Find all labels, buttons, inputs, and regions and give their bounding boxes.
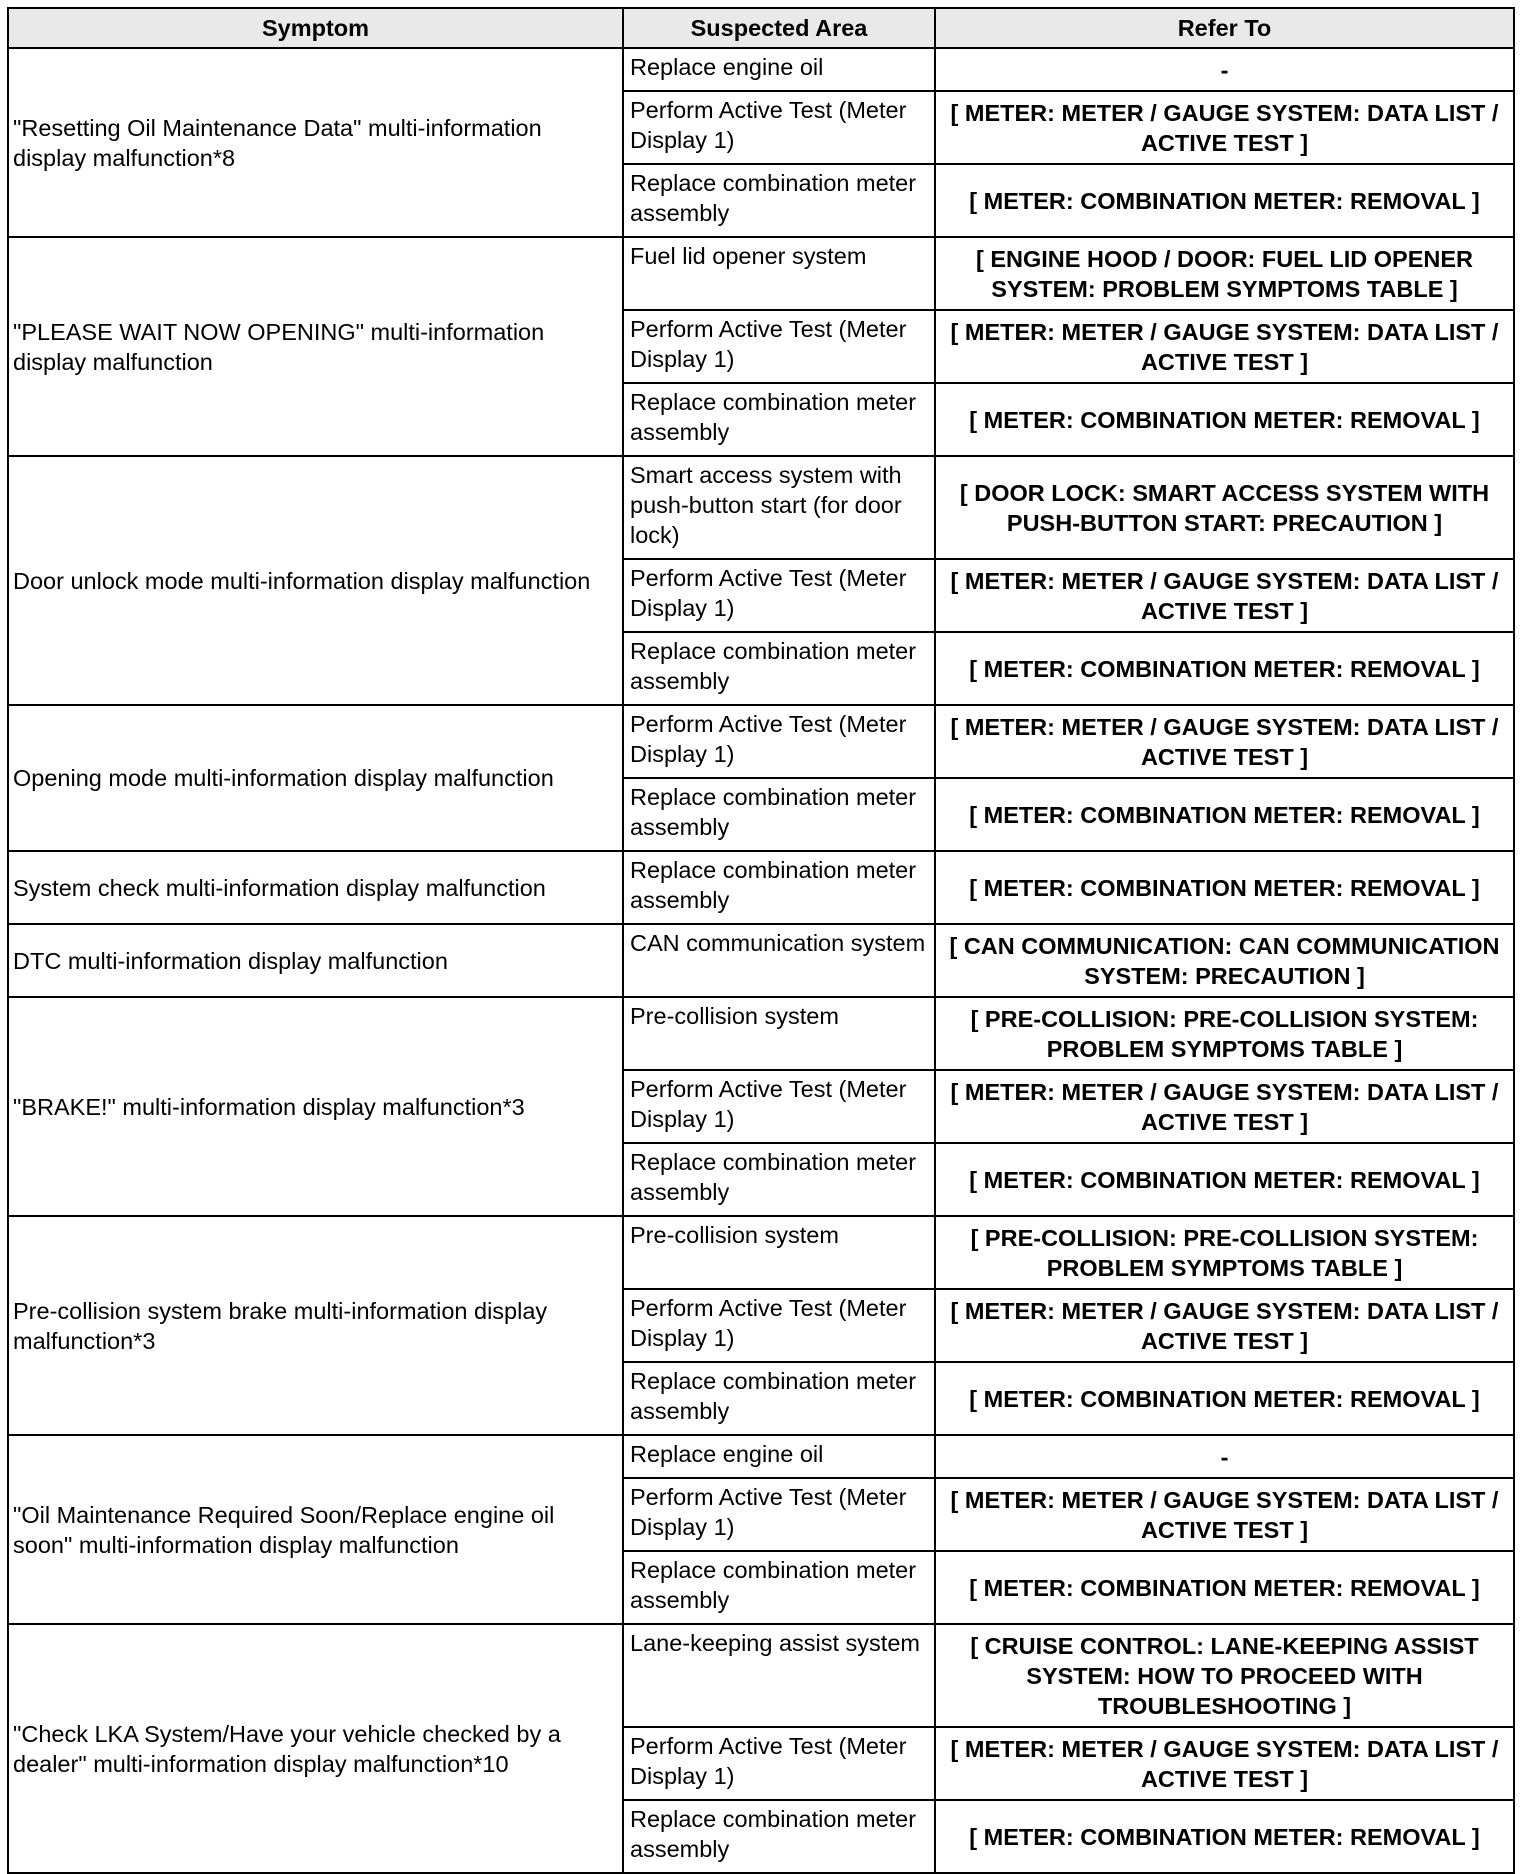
refer-to-cell: [ ENGINE HOOD / DOOR: FUEL LID OPENER SYSTEM: PROBLEM SYMPTOMS TABLE ] — [935, 237, 1514, 310]
suspected-area-cell: Perform Active Test (Meter Display 1) — [623, 1289, 935, 1362]
suspected-area-cell: Replace combination meter assembly — [623, 632, 935, 705]
refer-to-cell: [ METER: METER / GAUGE SYSTEM: DATA LIST / ACTIVE TEST ] — [935, 1478, 1514, 1551]
refer-to-cell: [ METER: COMBINATION METER: REMOVAL ] — [935, 851, 1514, 924]
refer-to-cell: [ METER: METER / GAUGE SYSTEM: DATA LIST / ACTIVE TEST ] — [935, 91, 1514, 164]
refer-to-cell: [ CRUISE CONTROL: LANE-KEEPING ASSIST SYSTEM: HOW TO PROCEED WITH TROUBLESHOOTING ] — [935, 1624, 1514, 1727]
refer-to-cell: [ METER: COMBINATION METER: REMOVAL ] — [935, 383, 1514, 456]
suspected-area-cell: Perform Active Test (Meter Display 1) — [623, 1727, 935, 1800]
refer-to-cell: [ DOOR LOCK: SMART ACCESS SYSTEM WITH PUSH-BUTTON START: PRECAUTION ] — [935, 456, 1514, 559]
refer-to-cell: [ CAN COMMUNICATION: CAN COMMUNICATION SYSTEM: PRECAUTION ] — [935, 924, 1514, 997]
refer-to-cell: [ METER: COMBINATION METER: REMOVAL ] — [935, 1800, 1514, 1873]
header-row — [8, 8, 1514, 48]
symptom-cell: Door unlock mode multi-information display malfunction — [8, 456, 623, 705]
suspected-area-cell: Fuel lid opener system — [623, 237, 935, 310]
suspected-area-cell: Smart access system with push-button start (for door lock) — [623, 456, 935, 559]
suspected-area-cell: Replace combination meter assembly — [623, 383, 935, 456]
table-row — [8, 1216, 1514, 1289]
suspected-area-cell: CAN communication system — [623, 924, 935, 997]
symptom-cell: "Oil Maintenance Required Soon/Replace engine oil soon" multi-information display malfunction — [8, 1435, 623, 1624]
header-suspected-area: Suspected Area — [623, 8, 935, 48]
table-row — [8, 705, 1514, 778]
refer-to-cell: [ METER: COMBINATION METER: REMOVAL ] — [935, 1551, 1514, 1624]
refer-to-cell: [ METER: METER / GAUGE SYSTEM: DATA LIST / ACTIVE TEST ] — [935, 1727, 1514, 1800]
suspected-area-cell: Replace combination meter assembly — [623, 1143, 935, 1216]
symptom-cell: "BRAKE!" multi-information display malfunction*3 — [8, 997, 623, 1216]
suspected-area-cell: Pre-collision system — [623, 997, 935, 1070]
symptom-cell: Opening mode multi-information display malfunction — [8, 705, 623, 851]
refer-to-cell: - — [935, 48, 1514, 91]
refer-to-cell: [ METER: METER / GAUGE SYSTEM: DATA LIST / ACTIVE TEST ] — [935, 1070, 1514, 1143]
symptom-cell: "Check LKA System/Have your vehicle checked by a dealer" multi-information display malfunction*10 — [8, 1624, 623, 1873]
symptom-cell: "Resetting Oil Maintenance Data" multi-information display malfunction*8 — [8, 48, 623, 237]
refer-to-cell: [ METER: METER / GAUGE SYSTEM: DATA LIST / ACTIVE TEST ] — [935, 559, 1514, 632]
refer-to-cell: - — [935, 1435, 1514, 1478]
header-symptom: Symptom — [8, 8, 623, 48]
suspected-area-cell: Replace combination meter assembly — [623, 851, 935, 924]
suspected-area-cell: Perform Active Test (Meter Display 1) — [623, 559, 935, 632]
suspected-area-cell: Perform Active Test (Meter Display 1) — [623, 310, 935, 383]
table-row — [8, 924, 1514, 997]
refer-to-cell: [ METER: COMBINATION METER: REMOVAL ] — [935, 164, 1514, 237]
table-row — [8, 997, 1514, 1070]
suspected-area-cell: Replace combination meter assembly — [623, 1551, 935, 1624]
suspected-area-cell: Perform Active Test (Meter Display 1) — [623, 1070, 935, 1143]
table-wrapper — [7, 7, 1515, 1874]
symptom-cell: "PLEASE WAIT NOW OPENING" multi-information display malfunction — [8, 237, 623, 456]
suspected-area-cell: Replace combination meter assembly — [623, 778, 935, 851]
table-row — [8, 48, 1514, 91]
suspected-area-cell: Replace engine oil — [623, 1435, 935, 1478]
suspected-area-cell: Perform Active Test (Meter Display 1) — [623, 705, 935, 778]
refer-to-cell: [ PRE-COLLISION: PRE-COLLISION SYSTEM: PROBLEM SYMPTOMS TABLE ] — [935, 997, 1514, 1070]
suspected-area-cell: Lane-keeping assist system — [623, 1624, 935, 1727]
symptom-cell: Pre-collision system brake multi-information display malfunction*3 — [8, 1216, 623, 1435]
table-row — [8, 456, 1514, 559]
refer-to-cell: [ PRE-COLLISION: PRE-COLLISION SYSTEM: PROBLEM SYMPTOMS TABLE ] — [935, 1216, 1514, 1289]
suspected-area-cell: Replace engine oil — [623, 48, 935, 91]
table-body — [8, 48, 1514, 1873]
refer-to-cell: [ METER: METER / GAUGE SYSTEM: DATA LIST / ACTIVE TEST ] — [935, 705, 1514, 778]
table-row — [8, 851, 1514, 924]
symptom-cell: DTC multi-information display malfunction — [8, 924, 623, 997]
refer-to-cell: [ METER: COMBINATION METER: REMOVAL ] — [935, 1143, 1514, 1216]
problem-symptoms-table — [7, 7, 1515, 1874]
table-row — [8, 1624, 1514, 1727]
suspected-area-cell: Perform Active Test (Meter Display 1) — [623, 1478, 935, 1551]
refer-to-cell: [ METER: COMBINATION METER: REMOVAL ] — [935, 1362, 1514, 1435]
refer-to-cell: [ METER: COMBINATION METER: REMOVAL ] — [935, 778, 1514, 851]
table-row — [8, 1435, 1514, 1478]
header-refer-to: Refer To — [935, 8, 1514, 48]
suspected-area-cell: Replace combination meter assembly — [623, 1362, 935, 1435]
refer-to-cell: [ METER: METER / GAUGE SYSTEM: DATA LIST / ACTIVE TEST ] — [935, 310, 1514, 383]
table-row — [8, 237, 1514, 310]
suspected-area-cell: Replace combination meter assembly — [623, 1800, 935, 1873]
refer-to-cell: [ METER: COMBINATION METER: REMOVAL ] — [935, 632, 1514, 705]
suspected-area-cell: Perform Active Test (Meter Display 1) — [623, 91, 935, 164]
symptom-cell: System check multi-information display malfunction — [8, 851, 623, 924]
suspected-area-cell: Pre-collision system — [623, 1216, 935, 1289]
refer-to-cell: [ METER: METER / GAUGE SYSTEM: DATA LIST / ACTIVE TEST ] — [935, 1289, 1514, 1362]
suspected-area-cell: Replace combination meter assembly — [623, 164, 935, 237]
